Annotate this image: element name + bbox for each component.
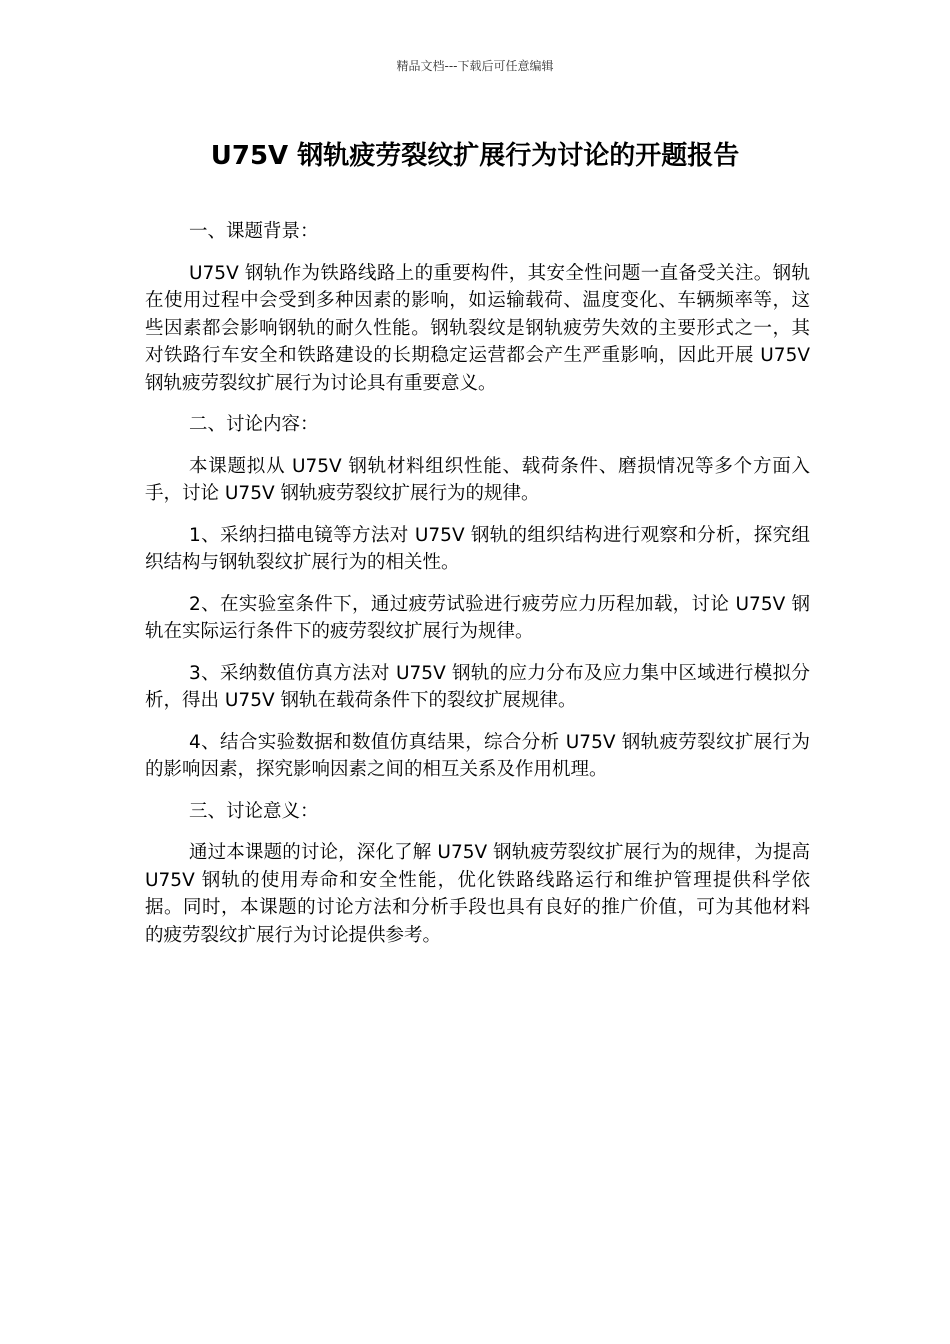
paragraph-significance: 通过本课题的讨论，深化了解 U75V 钢轨疲劳裂纹扩展行为的规律，为提高 U75V 钢轨的使用寿命和安全性能，优化铁路线路运行和维护管理提供科学依据。同时，本课题的讨论方法和分析手段也具有良好的推广价值，可为其他材料的疲劳裂纹扩展行为讨论提供参考。 [145, 842, 810, 946]
paragraph-background: U75V 钢轨作为铁路线路上的重要构件，其安全性问题一直备受关注。钢轨在使用过程中会受到多种因素的影响，如运输载荷、温度变化、车辆频率等，这些因素都会影响钢轨的耐久性能。钢轨裂纹是钢轨疲劳失效的主要形式之一，其对铁路行车安全和铁路建设的长期稳定运营都会产生严重影响，因此开展 U75V 钢轨疲劳裂纹扩展行为讨论具有重要意义。 [145, 262, 810, 394]
list-item-4: 4、结合实验数据和数值仿真结果，综合分析 U75V 钢轨疲劳裂纹扩展行为的影响因素，探究影响因素之间的相互关系及作用机理。 [145, 731, 810, 780]
document-title: U75V 钢轨疲劳裂纹扩展行为讨论的开题报告 [210, 141, 740, 171]
section-heading-content: 二、讨论内容： [189, 414, 319, 435]
paragraph-content-intro: 本课题拟从 U75V 钢轨材料组织性能、载荷条件、磨损情况等多个方面入手，讨论 U75V 钢轨疲劳裂纹扩展行为的规律。 [145, 455, 810, 504]
list-item-3: 3、采纳数值仿真方法对 U75V 钢轨的应力分布及应力集中区域进行模拟分析，得出 U75V 钢轨在载荷条件下的裂纹扩展规律。 [145, 662, 810, 711]
document-body [145, 218, 810, 963]
list-item-1: 1、采纳扫描电镜等方法对 U75V 钢轨的组织结构进行观察和分析，探究组织结构与钢轨裂纹扩展行为的相关性。 [145, 524, 810, 573]
page-header: 精品文档---下载后可任意编辑 [396, 59, 554, 73]
section-heading-significance: 三、讨论意义： [189, 800, 319, 822]
list-item-2: 2、在实验室条件下，通过疲劳试验进行疲劳应力历程加载，讨论 U75V 钢轨在实际运行条件下的疲劳裂纹扩展行为规律。 [145, 593, 810, 642]
section-heading-background: 一、课题背景： [189, 221, 319, 242]
